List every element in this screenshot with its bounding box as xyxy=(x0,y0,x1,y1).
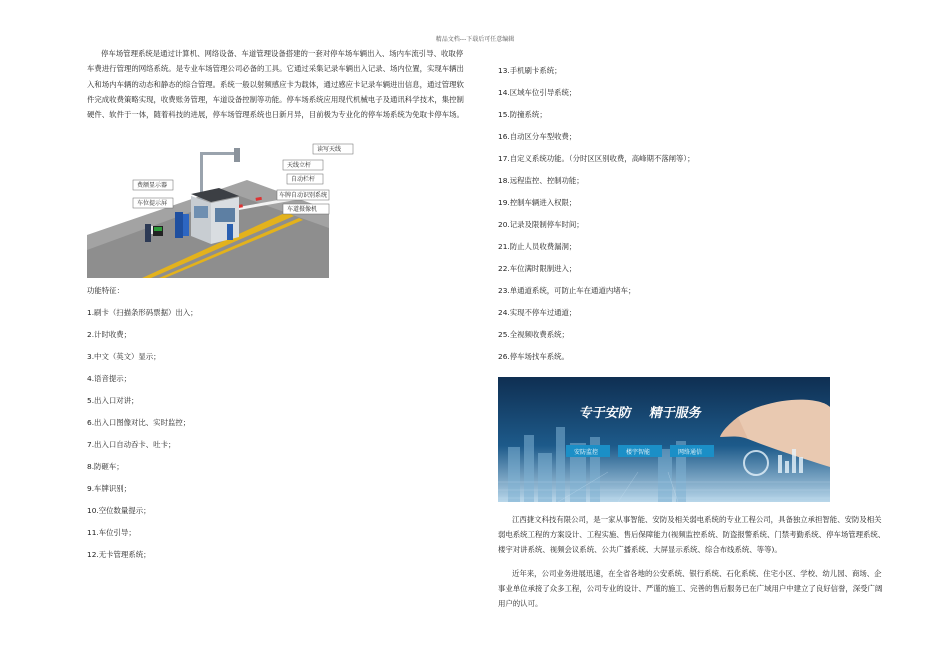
feature-item: 17.自定义系统功能。（分时区区别收费，高峰期不落闸等）； xyxy=(498,154,695,163)
banner-svg xyxy=(498,377,830,502)
feature-item: 19.控制车辆进入权限； xyxy=(498,198,577,207)
feature-item: 23.单通道系统，可防止车在通道内堵车； xyxy=(498,286,636,295)
banner-slogan-right: 精于服务 xyxy=(648,406,703,421)
feature-item: 1.刷卡（扫描条形码票据）出入； xyxy=(87,308,198,318)
toll-booth xyxy=(191,188,239,244)
feature-item: 8.防砸车； xyxy=(87,462,124,472)
features-heading: 功能特征： xyxy=(87,286,124,296)
label-plate-recognition: 车牌自动识别系统 xyxy=(279,192,328,200)
feature-item: 6.出入口图像对比、实时监控； xyxy=(87,418,191,428)
banner-button-security: 安防监控 xyxy=(574,449,599,456)
feature-item: 15.防撞系统； xyxy=(498,110,547,119)
feature-item: 18.远程监控、控制功能； xyxy=(498,176,584,185)
parking-system-diagram xyxy=(87,140,342,278)
security-service-banner xyxy=(498,377,830,502)
label-lane-camera: 车道摄像机 xyxy=(287,206,318,214)
feature-item: 5.出入口对讲； xyxy=(87,396,139,406)
banner-buttons xyxy=(566,445,714,457)
feature-item: 10.空位数量提示； xyxy=(87,506,151,516)
feature-item: 20.记录及限制停车时间； xyxy=(498,220,584,229)
parking-diagram-svg xyxy=(87,140,342,278)
feature-item: 24.实现不停车过通道； xyxy=(498,308,577,317)
feature-item: 2.计时收费； xyxy=(87,330,132,340)
feature-item: 4.语音提示； xyxy=(87,374,132,384)
feature-item: 14.区域车位引导系统； xyxy=(498,88,577,97)
right-column xyxy=(498,60,888,611)
label-space-screen: 车位提示屏 xyxy=(137,200,168,208)
feature-item: 13.手机刷卡系统； xyxy=(498,66,562,75)
label-auto-barrier: 自动栏杆 xyxy=(291,176,316,184)
fee-display xyxy=(153,226,163,236)
feature-item: 26.停车场找车系统。 xyxy=(498,352,569,361)
feature-item: 21.防止人员收费漏洞； xyxy=(498,242,577,251)
intro-paragraph: 停车场管理系统是通过计算机、网络设备、车道管理设备搭建的一套对停车场车辆出入、场内车流引导、收取停车费进行管理的网络系统。是专业车场管理公司必备的工具。它通过采集记录车辆出入记录、场内位置，实现车辆出入和场内车辆的动态和静态的综合管理。系统一般以射频感应卡为载体，通过感应卡记录车辆进出信息，通过管理软件完成收费策略实现，收费账务管理，车道设备控制等功能。停车场系统应用现代机械电子及通讯科学技术，集控制硬件、软件于一体，随着科技的进展，停车场管理系统也日新月异，目前极为专业化的停车场系统为免取卡停车场。 xyxy=(87,49,464,120)
feature-item: 3.中文（英文）显示； xyxy=(87,352,161,362)
page-header: 精品文档---下载后可任意编辑 xyxy=(435,36,515,43)
feature-item: 9.车牌识别； xyxy=(87,484,132,494)
feature-item: 25.全视频收费系统； xyxy=(498,330,569,339)
banner-button-network: 网络通信 xyxy=(678,449,703,456)
feature-item: 16.自动区分车型收费； xyxy=(498,132,577,141)
banner-slogan-left: 专于安防 xyxy=(578,406,633,421)
feature-item: 12.无卡管理系统； xyxy=(87,550,151,560)
label-antenna: 读写天线 xyxy=(317,146,342,154)
company-paragraph: 江西捷文科技有限公司，是一家从事智能、安防及相关弱电系统的专业工程公司，具备独立承担智能、安防及相关弱电系统工程的方案设计、工程实施、售后保障能力(视频监控系统、防盗报警系统、门禁考勤系统、停车场管理系统、楼宇对讲系统、视频会议系统、公共广播系统、大屏显示系统、综合布线系统、等等)。 xyxy=(498,515,886,555)
left-column xyxy=(87,46,469,566)
feature-item: 11.车位引导； xyxy=(87,528,136,538)
label-fee-display: 费额显示器 xyxy=(137,182,168,190)
recent-paragraph: 近年来，公司业务进展迅速，在全省各地的公安系统、银行系统、石化系统、住宅小区、学校、幼儿园、商场、企事业单位承接了众多工程，公司专业的设计、严谨的施工、完善的售后服务已在广域用户中建立了良好信誉，深受广阔用户的认可。 xyxy=(498,568,883,609)
feature-item: 22.车位满时限制进入； xyxy=(498,264,577,273)
feature-item: 7.出入口自动吞卡、吐卡； xyxy=(87,440,176,450)
banner-button-building: 楼宇智能 xyxy=(626,449,651,456)
label-antenna-pole: 天线立杆 xyxy=(287,162,312,170)
